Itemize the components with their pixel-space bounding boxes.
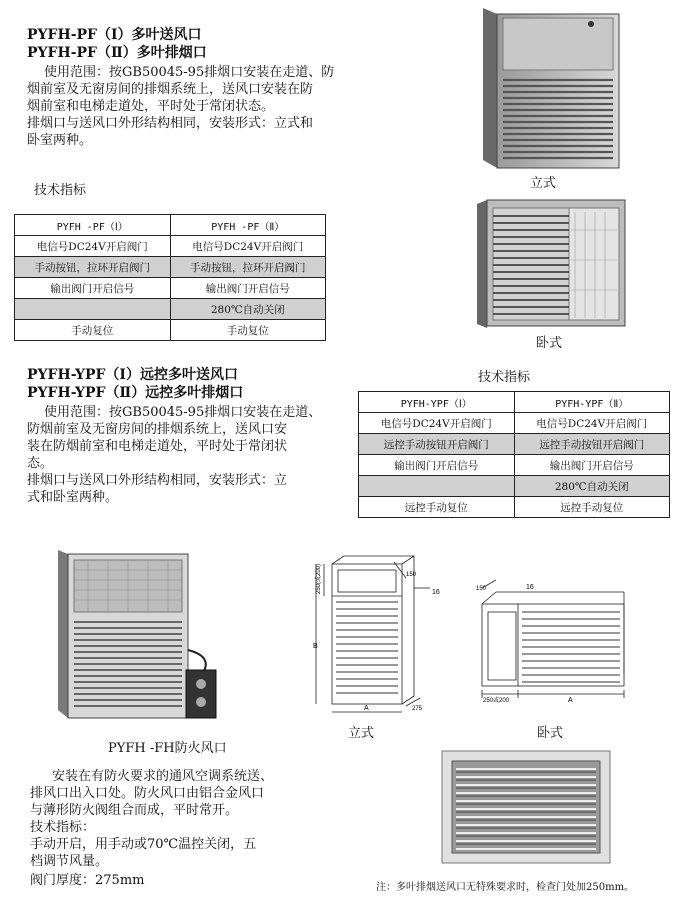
table-cell: 输出阀门开启信号 — [15, 278, 171, 299]
table-header-row — [359, 392, 670, 413]
table-cell: 手动复位 — [15, 320, 171, 341]
grille-photo — [442, 751, 610, 863]
table-cell: 远控手动按钮开启阀门 — [359, 434, 515, 455]
table-header-cell: PYFH-YPF（Ⅰ） — [359, 392, 515, 413]
ypf-desc-line-6: 式和卧室两种。 — [27, 490, 119, 505]
table-cell: 输出阀门开启信号 — [359, 455, 515, 476]
table-row — [15, 257, 326, 278]
ypf-desc-line-5: 排烟口与送风口外形结构相同，安装形式：立 — [27, 473, 288, 488]
table-row — [359, 434, 670, 455]
table-row — [15, 299, 326, 320]
table-cell: 远控手动复位 — [514, 497, 670, 518]
table-cell: 280℃自动关闭 — [514, 476, 670, 497]
table-row — [359, 497, 670, 518]
table-row — [359, 455, 670, 476]
pf-title-1: PYFH-PF（Ⅰ）多叶送风口 — [27, 27, 202, 43]
pf-title-2: PYFH-PF（Ⅱ）多叶排烟口 — [27, 45, 207, 61]
fh-desc-line-2: 排风口出入口处。防火风口由铝合金风口 — [30, 786, 265, 801]
fh-desc-line-1: 安装在有防火要求的通风空调系统送、 — [52, 769, 274, 784]
table-header-row — [15, 215, 326, 236]
horizontal-drawing-caption: 卧式 — [537, 726, 564, 741]
table-cell: 手动复位 — [170, 320, 326, 341]
dim-label: 250(或200) — [316, 563, 322, 594]
dim-label: 16 — [526, 584, 534, 591]
table-row — [359, 413, 670, 434]
ypf-desc-line-2: 防烟前室及无窗房间的排烟系统上，送风口安 — [27, 422, 288, 437]
table-cell: 手动按钮，拉环开启阀门 — [15, 257, 171, 278]
ypf-spec-table — [358, 391, 670, 518]
horizontal-technical-drawing — [462, 578, 642, 708]
table-cell: 电信号DC24V开启阀门 — [514, 413, 670, 434]
vertical-photo-caption: 立式 — [530, 176, 557, 191]
dim-label: B — [313, 643, 318, 650]
vertical-drawing-caption: 立式 — [348, 726, 375, 741]
ypf-desc-line-4: 态。 — [27, 456, 54, 471]
dim-label: A — [568, 697, 573, 704]
table-cell: 手动按钮，拉环开启阀门 — [170, 257, 326, 278]
ypf-spec-label: 技术指标 — [478, 370, 531, 385]
table-header-cell: PYFH-YPF（Ⅱ） — [514, 392, 670, 413]
table-cell — [15, 299, 171, 320]
table-row — [359, 476, 670, 497]
vertical-technical-drawing — [310, 548, 450, 718]
dim-label: 150 — [406, 572, 417, 578]
table-cell: 电信号DC24V开启阀门 — [15, 236, 171, 257]
pf-desc-line-2: 烟前室及无窗房间的排烟系统上，送风口安装在防 — [27, 82, 314, 97]
table-cell: 电信号DC24V开启阀门 — [170, 236, 326, 257]
table-cell — [359, 476, 515, 497]
fh-desc-line-7: 阀门厚度：275mm — [30, 873, 145, 888]
pf-desc-line-5: 卧室两种。 — [27, 133, 93, 148]
fh-desc-line-6: 档调节风量。 — [30, 854, 109, 869]
dim-label: 150 — [476, 586, 487, 592]
table-cell: 电信号DC24V开启阀门 — [359, 413, 515, 434]
footnote: 注：多叶排烟送风口无特殊要求时，检查门处加250mm。 — [376, 882, 635, 893]
pf-desc-line-3: 烟前室和电梯走道处，平时处于常闭状态。 — [27, 99, 275, 114]
table-cell: 输出阀门开启信号 — [514, 455, 670, 476]
ypf-desc-line-3: 装在防烟前室和电梯走道处，平时处于常闭状 — [27, 439, 288, 454]
dim-label: 250或200 — [483, 698, 510, 704]
fh-title: PYFH -FH防火风口 — [108, 741, 227, 756]
fh-desc-line-3: 与薄形防火阀组合而成，平时常开。 — [30, 803, 239, 818]
table-cell: 280℃自动关闭 — [170, 299, 326, 320]
fh-desc-line-5: 手动开启，用手动或70℃温控关闭，五 — [30, 837, 257, 852]
dim-label: 275 — [412, 706, 423, 712]
pf-spec-table — [14, 214, 326, 341]
fire-vent-photo — [58, 550, 223, 725]
horizontal-vent-photo — [477, 200, 627, 328]
table-cell: 远控手动复位 — [359, 497, 515, 518]
pf-desc-line-1: 使用范围：按GB50045-95排烟口安装在走道、防 — [44, 65, 335, 80]
pf-spec-label: 技术指标 — [34, 183, 87, 198]
table-row — [15, 236, 326, 257]
pf-desc-line-4: 排烟口与送风口外形结构相同，安装形式：立式和 — [27, 116, 314, 131]
vertical-vent-photo — [483, 8, 623, 168]
ypf-title-2: PYFH-YPF（Ⅱ）远控多叶排烟口 — [27, 385, 244, 401]
fh-desc-line-4: 技术指标： — [30, 820, 96, 835]
table-cell: 远控手动按钮开启阀门 — [514, 434, 670, 455]
table-cell: 输出阀门开启信号 — [170, 278, 326, 299]
ypf-title-1: PYFH-YPF（Ⅰ）远控多叶送风口 — [27, 367, 238, 383]
table-header-cell: PYFH -PF（Ⅰ） — [15, 215, 171, 236]
table-row — [15, 278, 326, 299]
table-header-cell: PYFH -PF（Ⅱ） — [170, 215, 326, 236]
horizontal-photo-caption: 卧式 — [536, 336, 563, 351]
dim-label: 16 — [432, 589, 440, 596]
ypf-desc-line-1: 使用范围：按GB50045-95排烟口安装在走道、 — [44, 405, 322, 420]
dim-label: A — [364, 705, 369, 712]
table-row — [15, 320, 326, 341]
